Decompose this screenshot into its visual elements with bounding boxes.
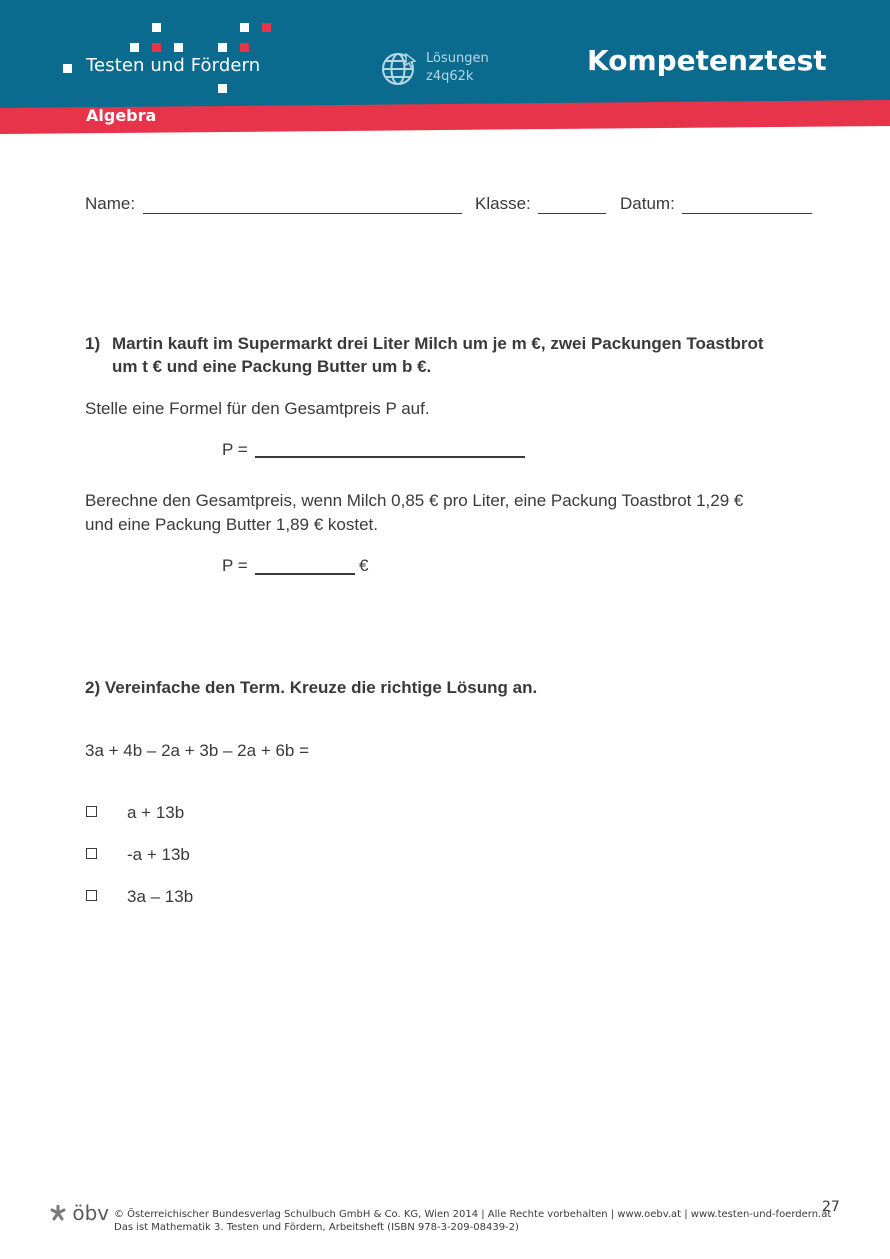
task1-text-line2: um t € und eine Packung Butter um b €.	[112, 357, 432, 376]
publisher-logo	[50, 1201, 109, 1225]
globe-link-icon[interactable]	[381, 51, 417, 87]
result-answer-line[interactable]	[255, 573, 355, 575]
task1-text-line1: Martin kauft im Supermarkt drei Liter Milch um je m €, zwei Packungen Toastbrot	[112, 334, 764, 353]
option-checkbox[interactable]	[86, 848, 97, 859]
publisher-logo-text: öbv	[72, 1201, 110, 1225]
solutions-label: Lösungen	[426, 51, 489, 66]
book-info-line: Das ist Mathematik 3. Testen und Fördern, Arbeitsheft (ISBN 978-3-209-08439-2)	[114, 1222, 519, 1233]
copyright-line: © Österreichischer Bundesverlag Schulbuch GmbH & Co. KG, Wien 2014 | Alle Rechte vorbehalten | www.oebv.at | www.testen-und-foerdern.at	[114, 1209, 832, 1220]
page-number: 27	[822, 1199, 840, 1215]
task1-number: 1)	[85, 334, 101, 353]
task2-heading: 2) Vereinfache den Term. Kreuze die richtige Lösung an.	[85, 678, 538, 697]
class-field-line[interactable]	[538, 213, 606, 214]
option-checkbox[interactable]	[86, 890, 97, 901]
name-label: Name:	[85, 194, 136, 213]
header-banner	[0, 0, 890, 108]
task2-term: 3a + 4b – 2a + 3b – 2a + 6b =	[85, 741, 310, 760]
solutions-code: z4q62k	[426, 69, 474, 84]
option-label: -a + 13b	[127, 845, 190, 864]
topic-label: Algebra	[86, 106, 157, 125]
task1-instruction2-line2: und eine Packung Butter 1,89 € kostet.	[85, 515, 378, 534]
option-checkbox[interactable]	[86, 806, 97, 817]
result-label: P =	[222, 556, 248, 575]
option-label: a + 13b	[127, 803, 185, 822]
class-label: Klasse:	[475, 194, 531, 213]
asterisk-icon	[50, 1205, 66, 1221]
brand-name: Testen und Fördern	[86, 55, 261, 76]
task1-instruction2-line1: Berechne den Gesamtpreis, wenn Milch 0,85 € pro Liter, eine Packung Toastbrot 1,29 €	[85, 491, 744, 510]
date-label: Datum:	[620, 194, 675, 213]
result-currency: €	[359, 556, 369, 575]
name-field-line[interactable]	[143, 213, 462, 214]
option-label: 3a – 13b	[127, 887, 194, 906]
solutions-info[interactable]	[426, 50, 489, 86]
page-title: Kompetenztest	[587, 44, 827, 77]
date-field-line[interactable]	[682, 213, 812, 214]
formula-answer-line[interactable]	[255, 456, 525, 458]
task1-instruction1: Stelle eine Formel für den Gesamtpreis P auf.	[85, 399, 430, 418]
formula-label: P =	[222, 440, 248, 459]
